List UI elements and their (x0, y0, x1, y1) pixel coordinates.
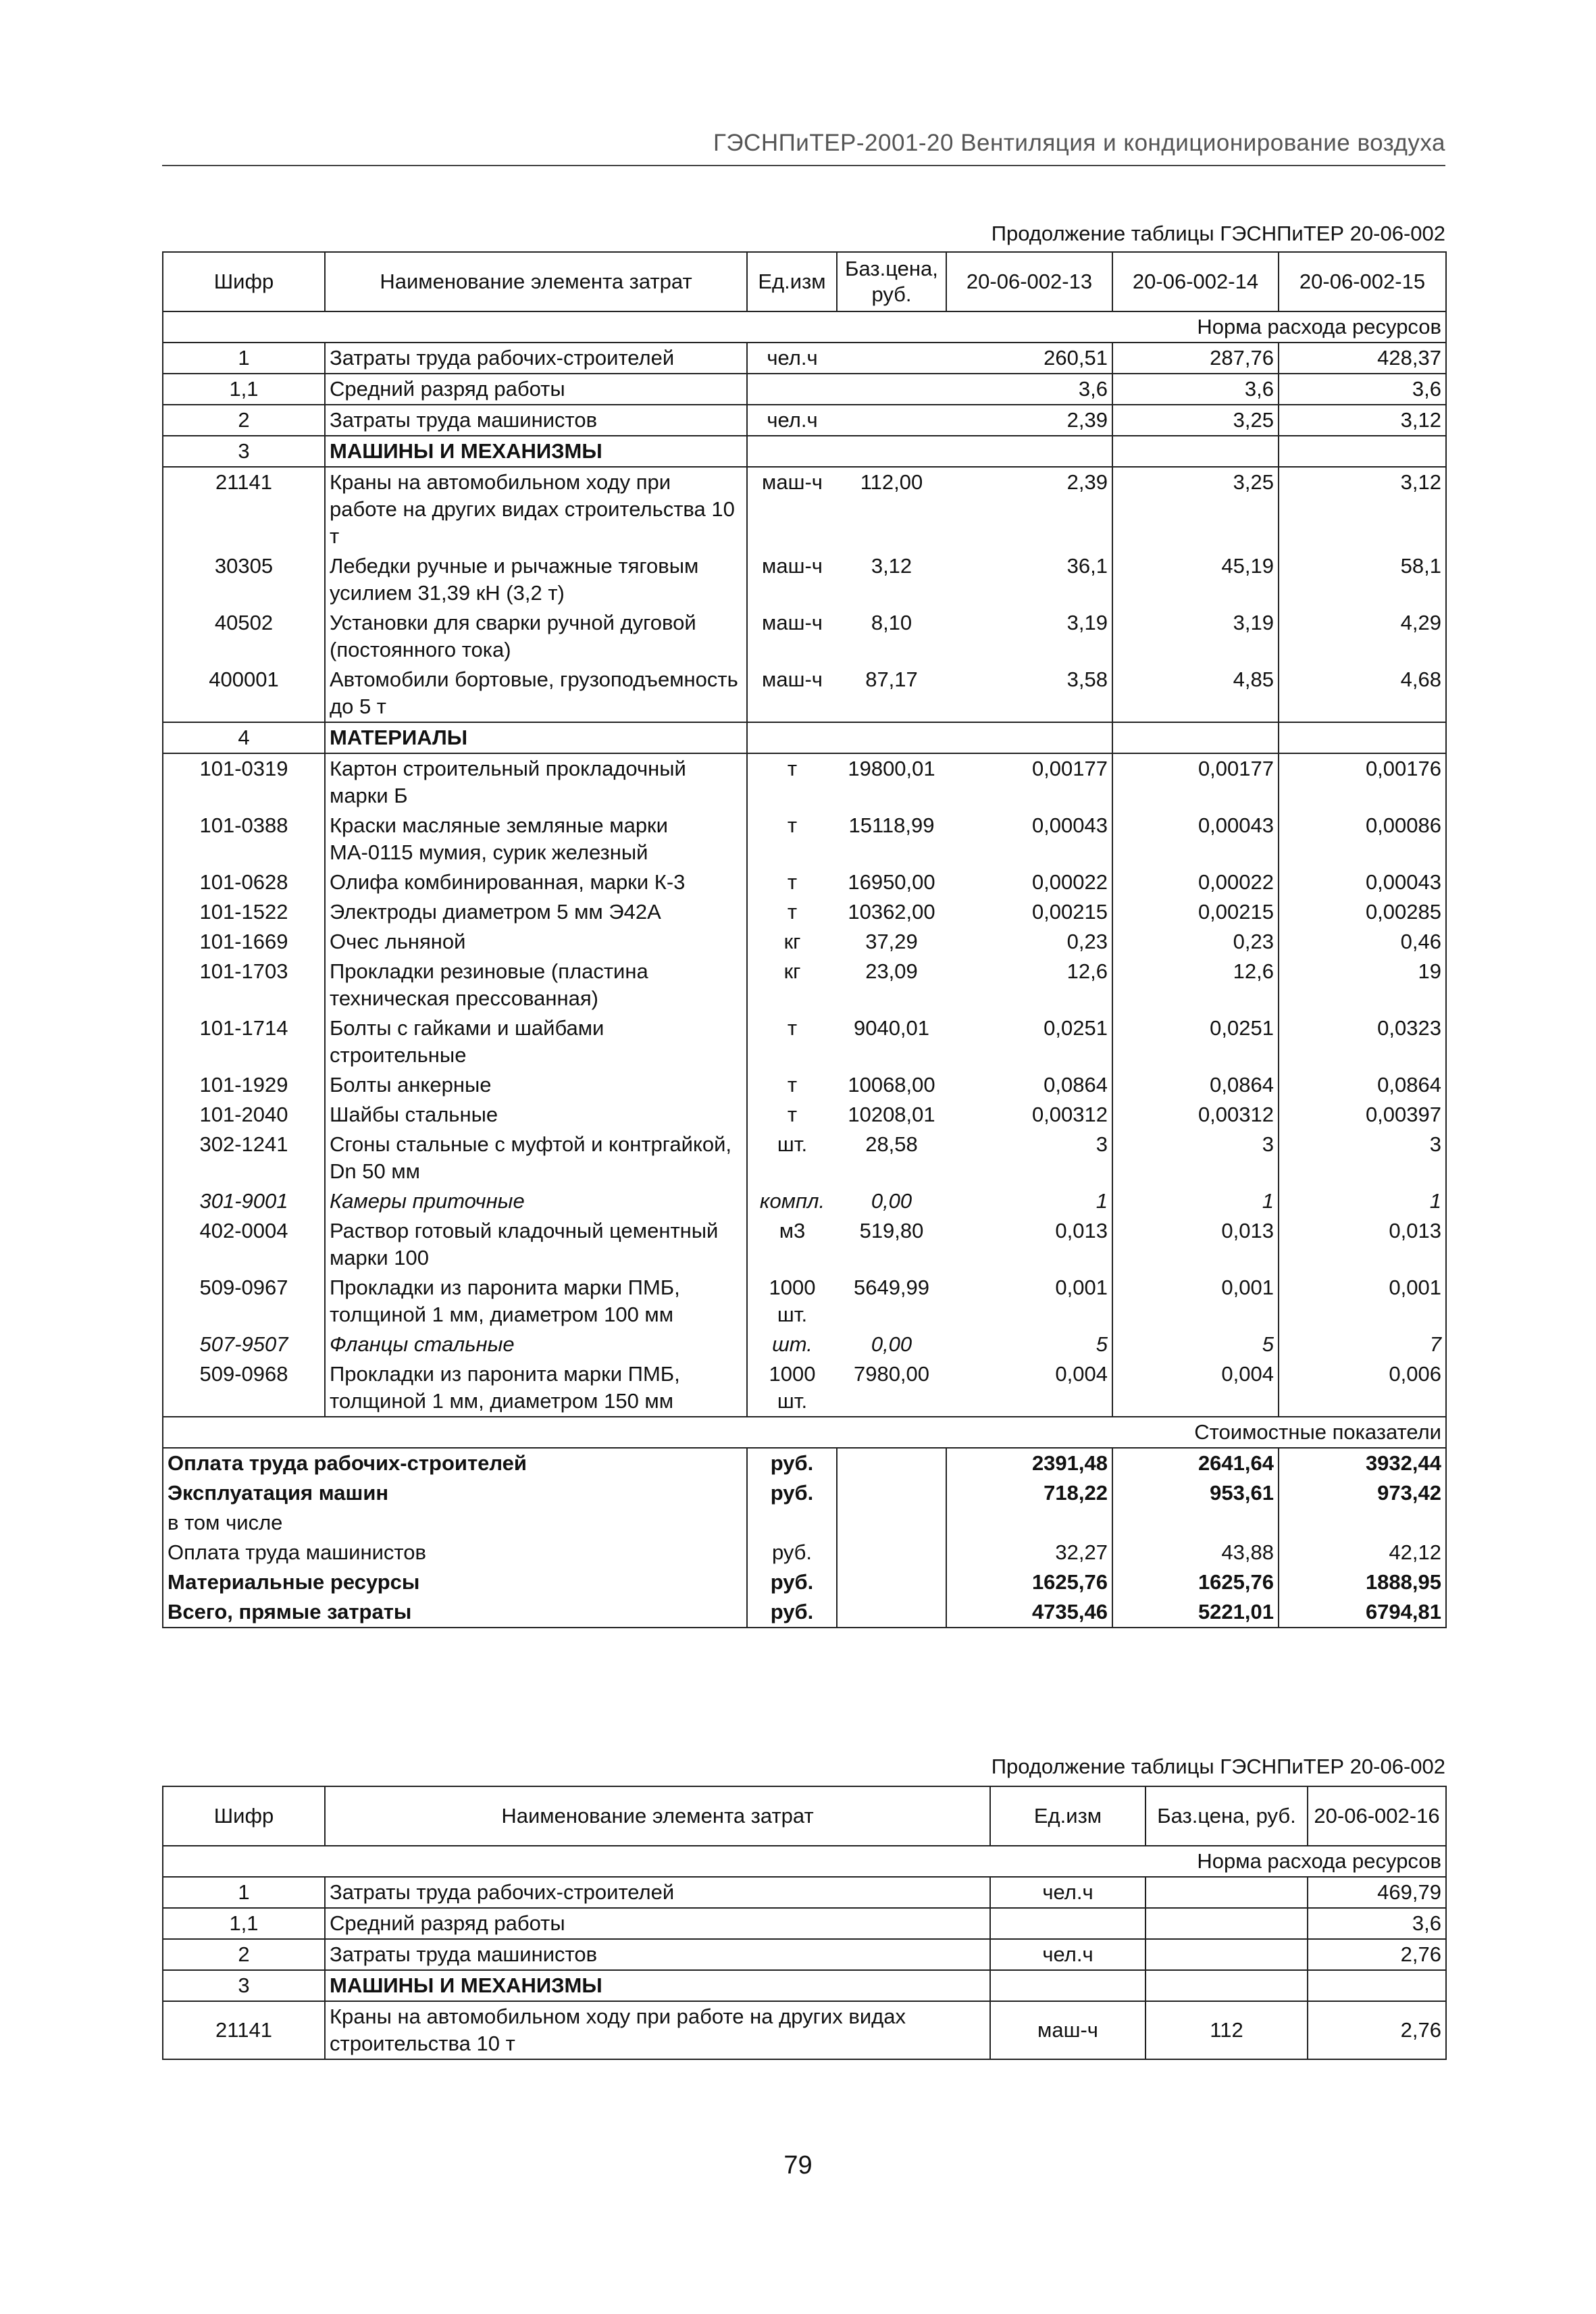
row-norm-15: 0,00086 (1279, 811, 1446, 867)
running-header: ГЭСНПиТЕР-2001-20 Вентиляция и кондиционирование воздуха (713, 130, 1445, 156)
row-code: 21141 (163, 467, 325, 551)
row-base-price: 37,29 (865, 930, 918, 953)
row-code: 101-1929 (163, 1070, 325, 1100)
cost-unit: руб. (747, 1567, 837, 1597)
row-code: 101-1522 (163, 897, 325, 927)
row-unit: компл. (759, 1189, 825, 1213)
row-norm-13: 0,013 (946, 1216, 1112, 1273)
table-row (163, 867, 1446, 897)
row-code: 21141 (163, 2001, 325, 2059)
row-base-price: 87,17 (865, 668, 918, 691)
row-norm-15 (1279, 722, 1446, 753)
row-code: 1 (163, 1877, 325, 1908)
row-name: МАТЕРИАЛЫ (325, 722, 747, 753)
cost-base-price-empty (837, 1478, 946, 1508)
cost-value-13: 4735,46 (946, 1597, 1112, 1628)
row-norm-15: 58,1 (1279, 551, 1446, 608)
cost-value-14: 5221,01 (1112, 1597, 1279, 1628)
cost-name: Эксплуатация машин (163, 1478, 747, 1508)
table-row (163, 1130, 1446, 1186)
row-unit: чел.ч (990, 1877, 1145, 1908)
cost-row (163, 1597, 1446, 1628)
row-norm-16: 2,76 (1308, 2001, 1446, 2059)
row-name: Средний разряд работы (325, 374, 747, 405)
row-unit: т (787, 870, 798, 894)
cost-name: Материальные ресурсы (163, 1567, 747, 1597)
row-unit: т (787, 1016, 798, 1040)
cost-base-price-empty (837, 1448, 946, 1478)
row-name: Прокладки из паронита марки ПМБ, толщиной 1 мм, диаметром 100 мм (325, 1273, 747, 1330)
row-name: Сгоны стальные с муфтой и контргайкой, Dn 50 мм (325, 1130, 747, 1186)
header-rule (162, 165, 1445, 166)
row-norm-14: 12,6 (1112, 957, 1279, 1013)
row-norm-13: 3,58 (946, 665, 1112, 722)
row-base-price (837, 374, 946, 405)
row-name: Затраты труда рабочих-строителей (325, 343, 747, 374)
table2-continuation-note: Продолжение таблицы ГЭСНПиТЕР 20-06-002 (991, 1755, 1445, 1778)
row-norm-13: 0,23 (946, 927, 1112, 957)
row-norm-13 (946, 436, 1112, 467)
row-unit: чел.ч (747, 405, 837, 436)
table-row (163, 957, 1446, 1013)
row-base-price: 8,10 (871, 611, 912, 634)
cost-base-price-empty (837, 1567, 946, 1597)
cost-unit: руб. (747, 1448, 837, 1478)
row-unit: маш-ч (762, 668, 823, 691)
row-base-price: 5649,99 (853, 1276, 930, 1299)
page-number: 79 (783, 2151, 813, 2180)
cost-value-13: 32,27 (946, 1538, 1112, 1567)
row-norm-16: 2,76 (1308, 1939, 1446, 1970)
row-base-price (837, 343, 946, 374)
norm-section-row (163, 311, 1446, 343)
row-base-price: 28,58 (865, 1132, 918, 1156)
cost-value-13: 1625,76 (946, 1567, 1112, 1597)
row-norm-13: 3,6 (946, 374, 1112, 405)
row-base-price (1145, 1908, 1308, 1939)
cost-section-row (163, 1417, 1446, 1448)
row-norm-14: 3,19 (1112, 608, 1279, 665)
row-norm-13: 12,6 (946, 957, 1112, 1013)
row-unit (747, 722, 837, 753)
row-unit: шт. (777, 1132, 808, 1156)
cost-row (163, 1448, 1446, 1478)
row-norm-13: 2,39 (946, 467, 1112, 551)
row-norm-13 (946, 722, 1112, 753)
row-name: Затраты труда рабочих-строителей (325, 1877, 990, 1908)
row-code: 509-0968 (163, 1359, 325, 1417)
table-row (163, 897, 1446, 927)
col-header-norm-13: 20-06-002-13 (946, 252, 1112, 311)
col-header-name: Наименование элемента затрат (325, 1786, 990, 1846)
col-header-unit: Ед.изм (990, 1786, 1145, 1846)
row-code: 3 (163, 436, 325, 467)
cost-unit: руб. (747, 1597, 837, 1628)
row-unit: т (787, 900, 798, 924)
table-row (163, 811, 1446, 867)
row-norm-15: 0,001 (1279, 1273, 1446, 1330)
table-row (163, 1013, 1446, 1070)
row-code: 40502 (163, 608, 325, 665)
row-norm-15: 0,00176 (1279, 753, 1446, 811)
row-norm-15: 0,00285 (1279, 897, 1446, 927)
row-base-price: 23,09 (865, 959, 918, 983)
row-name: МАШИНЫ И МЕХАНИЗМЫ (325, 436, 747, 467)
col-header-base-price: Баз.цена, руб. (1145, 1786, 1308, 1846)
row-norm-14: 1 (1112, 1186, 1279, 1216)
row-base-price: 0,00 (871, 1332, 912, 1356)
row-norm-14: 0,00177 (1112, 753, 1279, 811)
row-name: Затраты труда машинистов (325, 405, 747, 436)
row-unit: м3 (779, 1219, 806, 1242)
row-base-price: 10068,00 (848, 1073, 935, 1097)
row-unit: 1000 шт. (769, 1276, 816, 1326)
table-row (163, 608, 1446, 665)
row-code: 509-0967 (163, 1273, 325, 1330)
row-norm-14: 0,00215 (1112, 897, 1279, 927)
col-header-norm-16: 20-06-002-16 (1308, 1786, 1446, 1846)
row-base-price: 0,00 (871, 1189, 912, 1213)
table-row (163, 1186, 1446, 1216)
row-norm-13: 0,00043 (946, 811, 1112, 867)
cost-name: в том числе (163, 1508, 747, 1538)
row-name: Болты с гайками и шайбами строительные (325, 1013, 747, 1070)
row-norm-16: 3,6 (1308, 1908, 1446, 1939)
cost-value-13: 718,22 (946, 1478, 1112, 1508)
row-base-price: 16950,00 (848, 870, 935, 894)
row-norm-15: 0,00397 (1279, 1100, 1446, 1130)
table-row (163, 1908, 1446, 1939)
row-norm-13: 0,00215 (946, 897, 1112, 927)
row-name: Картон строительный прокладочный марки Б (325, 753, 747, 811)
row-name: Электроды диаметром 5 мм Э42А (325, 897, 747, 927)
cost-value-15 (1279, 1508, 1446, 1538)
row-unit: маш-ч (762, 611, 823, 634)
cost-name: Оплата труда рабочих-строителей (163, 1448, 747, 1478)
cost-value-15: 42,12 (1279, 1538, 1446, 1567)
cost-value-14 (1112, 1508, 1279, 1538)
row-norm-14: 0,23 (1112, 927, 1279, 957)
table-row (163, 1100, 1446, 1130)
cost-section-label: Стоимостные показатели (163, 1417, 1446, 1448)
row-code: 2 (163, 1939, 325, 1970)
table-row (163, 467, 1446, 551)
table-row (163, 1939, 1446, 1970)
row-norm-15: 1 (1279, 1186, 1446, 1216)
row-code: 101-2040 (163, 1100, 325, 1130)
table-row (163, 1330, 1446, 1359)
row-code: 1,1 (163, 1908, 325, 1939)
row-norm-14: 0,001 (1112, 1273, 1279, 1330)
row-norm-15: 3,12 (1279, 405, 1446, 436)
row-unit: кг (783, 959, 801, 983)
row-code: 101-1669 (163, 927, 325, 957)
row-name: Болты анкерные (325, 1070, 747, 1100)
cost-base-price-empty (837, 1508, 946, 1538)
row-unit: кг (783, 930, 801, 953)
row-norm-15: 0,0323 (1279, 1013, 1446, 1070)
cost-value-13 (946, 1508, 1112, 1538)
row-norm-15: 0,013 (1279, 1216, 1446, 1273)
row-base-price: 10362,00 (848, 900, 935, 924)
row-norm-15: 428,37 (1279, 343, 1446, 374)
row-code: 1 (163, 343, 325, 374)
row-norm-14: 45,19 (1112, 551, 1279, 608)
cost-value-14: 43,88 (1112, 1538, 1279, 1567)
row-base-price: 519,80 (859, 1219, 924, 1242)
row-name: Прокладки из паронита марки ПМБ, толщиной 1 мм, диаметром 150 мм (325, 1359, 747, 1417)
row-name: Краны на автомобильном ходу при работе на других видах строительства 10 т (325, 2001, 990, 2059)
row-code: 2 (163, 405, 325, 436)
table1-continuation-note: Продолжение таблицы ГЭСНПиТЕР 20-06-002 (991, 222, 1445, 245)
row-base-price (1145, 1939, 1308, 1970)
row-unit: маш-ч (747, 467, 837, 551)
table-row (163, 753, 1446, 811)
row-code: 3 (163, 1970, 325, 2001)
row-unit: т (787, 1103, 798, 1126)
row-norm-13: 0,004 (946, 1359, 1112, 1417)
table-row (163, 927, 1446, 957)
row-name: Шайбы стальные (325, 1100, 747, 1130)
table-row (163, 343, 1446, 374)
row-name: Раствор готовый кладочный цементный марки 100 (325, 1216, 747, 1273)
cost-name: Всего, прямые затраты (163, 1597, 747, 1628)
row-norm-15: 19 (1279, 957, 1446, 1013)
norm-section-row (163, 1846, 1446, 1877)
table-row (163, 1070, 1446, 1100)
row-norm-16: 469,79 (1308, 1877, 1446, 1908)
row-norm-14 (1112, 722, 1279, 753)
cost-row (163, 1478, 1446, 1508)
cost-value-14: 953,61 (1112, 1478, 1279, 1508)
row-norm-16 (1308, 1970, 1446, 2001)
row-unit: т (787, 813, 798, 837)
row-name: Средний разряд работы (325, 1908, 990, 1939)
col-header-code: Шифр (163, 252, 325, 311)
row-base-price (1145, 1970, 1308, 2001)
row-base-price: 3,12 (871, 554, 912, 578)
row-unit: шт. (772, 1332, 813, 1356)
col-header-code: Шифр (163, 1786, 325, 1846)
row-base-price: 10208,01 (848, 1103, 935, 1126)
row-name: Лебедки ручные и рычажные тяговым усилием 31,39 кН (3,2 т) (325, 551, 747, 608)
row-unit: чел.ч (990, 1939, 1145, 1970)
table-row (163, 1273, 1446, 1330)
row-name: Автомобили бортовые, грузоподъемность до 5 т (325, 665, 747, 722)
row-base-price: 7980,00 (853, 1362, 930, 1386)
norm-section-label: Норма расхода ресурсов (163, 311, 1446, 343)
row-norm-14: 0,0251 (1112, 1013, 1279, 1070)
table1-header-row (163, 252, 1446, 311)
row-name: Олифа комбинированная, марки К-3 (325, 867, 747, 897)
table2-header-row (163, 1786, 1446, 1846)
row-norm-15: 0,0864 (1279, 1070, 1446, 1100)
row-norm-13: 0,001 (946, 1273, 1112, 1330)
col-header-base-price: Баз.цена, руб. (837, 252, 946, 311)
row-base-price: 9040,01 (853, 1016, 930, 1040)
table-row (163, 374, 1446, 405)
row-code: 400001 (163, 665, 325, 722)
row-norm-14: 3,25 (1112, 405, 1279, 436)
row-unit: чел.ч (747, 343, 837, 374)
row-code: 101-0319 (163, 753, 325, 811)
norm-section-label: Норма расхода ресурсов (163, 1846, 1446, 1877)
cost-row (163, 1538, 1446, 1567)
row-name: МАШИНЫ И МЕХАНИЗМЫ (325, 1970, 990, 2001)
cost-base-price-empty (837, 1538, 946, 1567)
cost-value-14: 2641,64 (1112, 1448, 1279, 1478)
row-base-price (837, 405, 946, 436)
row-unit: т (787, 1073, 798, 1097)
row-base-price (1145, 1877, 1308, 1908)
row-unit (747, 374, 837, 405)
cost-value-15: 1888,95 (1279, 1567, 1446, 1597)
row-norm-15: 3,12 (1279, 467, 1446, 551)
cost-value-15: 973,42 (1279, 1478, 1446, 1508)
row-norm-13: 0,00022 (946, 867, 1112, 897)
row-unit (990, 1908, 1145, 1939)
row-norm-14: 0,00043 (1112, 811, 1279, 867)
row-name: Краны на автомобильном ходу при работе на других видах строительства 10 т (325, 467, 747, 551)
col-header-name: Наименование элемента затрат (325, 252, 747, 311)
row-norm-15: 0,00043 (1279, 867, 1446, 897)
row-name: Фланцы стальные (325, 1330, 747, 1359)
row-code: 30305 (163, 551, 325, 608)
row-norm-13: 5 (946, 1330, 1112, 1359)
row-unit: 1000 шт. (769, 1362, 816, 1413)
resource-table-2 (162, 1786, 1447, 2060)
row-code: 301-9001 (163, 1186, 325, 1216)
cost-unit (747, 1508, 837, 1538)
col-header-norm-14: 20-06-002-14 (1112, 252, 1279, 311)
cost-row (163, 1508, 1446, 1538)
row-norm-13: 0,0864 (946, 1070, 1112, 1100)
cost-name: Оплата труда машинистов (163, 1538, 747, 1567)
table-row (163, 1970, 1446, 2001)
cost-row (163, 1567, 1446, 1597)
col-header-norm-15: 20-06-002-15 (1279, 252, 1446, 311)
row-norm-14: 0,00312 (1112, 1100, 1279, 1130)
row-norm-15: 3 (1279, 1130, 1446, 1186)
cost-value-15: 3932,44 (1279, 1448, 1446, 1478)
row-norm-15 (1279, 436, 1446, 467)
row-norm-13: 0,0251 (946, 1013, 1112, 1070)
table-row (163, 2001, 1446, 2059)
row-norm-15: 4,68 (1279, 665, 1446, 722)
row-norm-13: 36,1 (946, 551, 1112, 608)
row-base-price: 112 (1145, 2001, 1308, 2059)
cost-base-price-empty (837, 1597, 946, 1628)
row-norm-14: 3,25 (1112, 467, 1279, 551)
row-unit (747, 436, 837, 467)
row-norm-13: 1 (946, 1186, 1112, 1216)
row-code: 101-0628 (163, 867, 325, 897)
row-norm-15: 0,006 (1279, 1359, 1446, 1417)
row-norm-14: 0,004 (1112, 1359, 1279, 1417)
row-code: 101-0388 (163, 811, 325, 867)
row-norm-13: 2,39 (946, 405, 1112, 436)
row-code: 402-0004 (163, 1216, 325, 1273)
row-norm-15: 0,46 (1279, 927, 1446, 957)
row-name: Установки для сварки ручной дуговой (постоянного тока) (325, 608, 747, 665)
row-base-price: 15118,99 (848, 813, 935, 837)
row-norm-13: 0,00177 (946, 753, 1112, 811)
row-code: 101-1703 (163, 957, 325, 1013)
table-row (163, 1359, 1446, 1417)
table-row (163, 436, 1446, 467)
row-norm-14: 3 (1112, 1130, 1279, 1186)
row-unit: маш-ч (762, 554, 823, 578)
table-row (163, 665, 1446, 722)
row-code: 4 (163, 722, 325, 753)
row-norm-14 (1112, 436, 1279, 467)
cost-value-14: 1625,76 (1112, 1567, 1279, 1597)
row-name: Затраты труда машинистов (325, 1939, 990, 1970)
row-base-price (837, 722, 946, 753)
row-norm-15: 7 (1279, 1330, 1446, 1359)
row-name: Краски масляные земляные марки МА-0115 мумия, сурик железный (325, 811, 747, 867)
row-unit: маш-ч (990, 2001, 1145, 2059)
cost-unit: руб. (747, 1478, 837, 1508)
row-code: 1,1 (163, 374, 325, 405)
row-norm-15: 4,29 (1279, 608, 1446, 665)
table-row (163, 1216, 1446, 1273)
row-norm-14: 0,00022 (1112, 867, 1279, 897)
row-norm-14: 4,85 (1112, 665, 1279, 722)
row-norm-14: 3,6 (1112, 374, 1279, 405)
row-code: 101-1714 (163, 1013, 325, 1070)
row-norm-14: 5 (1112, 1330, 1279, 1359)
table-row (163, 722, 1446, 753)
row-base-price: 112,00 (837, 467, 946, 551)
row-norm-13: 260,51 (946, 343, 1112, 374)
row-norm-13: 3,19 (946, 608, 1112, 665)
row-norm-15: 3,6 (1279, 374, 1446, 405)
row-unit (990, 1970, 1145, 2001)
row-code: 507-9507 (163, 1330, 325, 1359)
row-name: Прокладки резиновые (пластина техническая прессованная) (325, 957, 747, 1013)
row-norm-13: 3 (946, 1130, 1112, 1186)
row-name: Камеры приточные (325, 1186, 747, 1216)
row-name: Очес льняной (325, 927, 747, 957)
table-row (163, 551, 1446, 608)
row-base-price: 19800,01 (837, 753, 946, 811)
row-unit: т (747, 753, 837, 811)
row-code: 302-1241 (163, 1130, 325, 1186)
cost-value-15: 6794,81 (1279, 1597, 1446, 1628)
row-norm-14: 287,76 (1112, 343, 1279, 374)
row-norm-14: 0,0864 (1112, 1070, 1279, 1100)
row-norm-13: 0,00312 (946, 1100, 1112, 1130)
row-norm-14: 0,013 (1112, 1216, 1279, 1273)
cost-unit: руб. (747, 1538, 837, 1567)
resource-table-1 (162, 251, 1447, 1628)
col-header-unit: Ед.изм (747, 252, 837, 311)
table-row (163, 1877, 1446, 1908)
row-base-price (837, 436, 946, 467)
table-row (163, 405, 1446, 436)
cost-value-13: 2391,48 (946, 1448, 1112, 1478)
